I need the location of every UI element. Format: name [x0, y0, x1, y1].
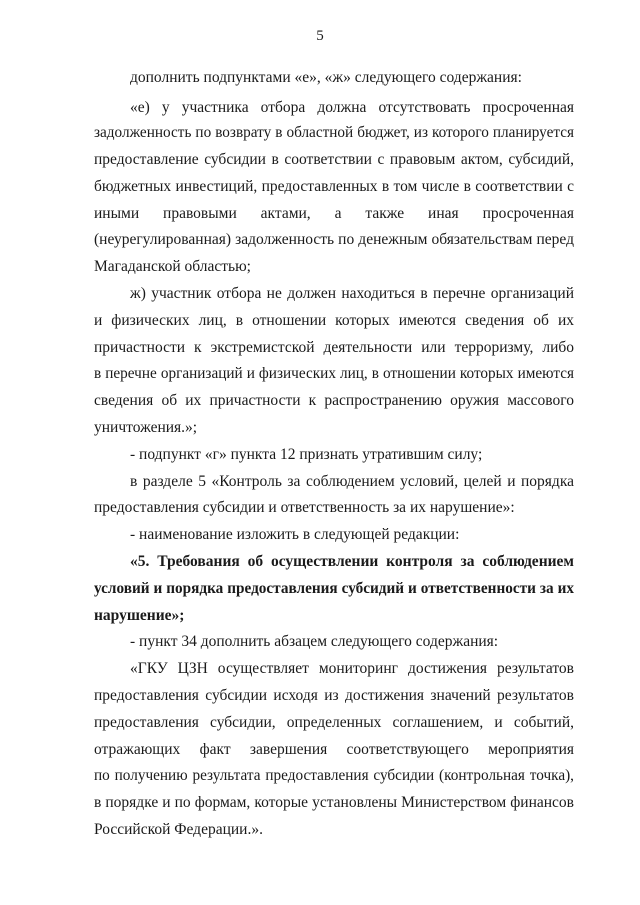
page-number: 5 — [316, 28, 324, 44]
text-line: предоставления субсидии исходя из достижения значений результатов — [94, 687, 574, 704]
text-line: предоставление субсидии в соответствии с правовым актом, субсидий, — [94, 151, 574, 168]
text-line: Магаданской областью; — [94, 258, 251, 275]
text-line: по получению результата предоставления субсидии (контрольная точка), — [94, 767, 574, 784]
section-heading-line: нарушение»; — [94, 607, 185, 624]
text-line: предоставления субсидии и ответственность за их нарушение»: — [94, 499, 515, 516]
text-line: в порядке и по формам, которые установлены Министерством финансов — [94, 794, 574, 811]
text-line: ж) участник отбора не должен находиться в перечне организаций — [130, 285, 574, 302]
text-line: сведения об их причастности к распространению оружия массового — [94, 392, 574, 409]
section-heading-line: «5. Требования об осуществлении контроля за соблюдением — [130, 553, 574, 570]
text-line: и физических лиц, в отношении которых имеются сведения об их — [94, 312, 574, 329]
text-line: бюджетных инвестиций, предоставленных в том числе в соответствии с — [94, 178, 574, 195]
text-line: «е) у участника отбора должна отсутствовать просроченная — [130, 99, 574, 116]
text-line: предоставления субсидии, определенных соглашением, и событий, — [94, 714, 574, 731]
text-line: в разделе 5 «Контроль за соблюдением условий, целей и порядка — [130, 473, 574, 490]
text-line: (неурегулированная) задолженность по денежным обязательствам перед — [94, 231, 574, 248]
text-line: Российской Федерации.». — [94, 821, 263, 838]
text-line: иными правовыми актами, а также иная просроченная — [94, 205, 574, 222]
text-line: - подпункт «г» пункта 12 признать утратившим силу; — [130, 446, 483, 463]
text-line: уничтожения.»; — [94, 419, 198, 436]
text-line: задолженность по возврату в областной бюджет, из которого планируется — [94, 124, 574, 141]
text-line: - пункт 34 дополнить абзацем следующего содержания: — [130, 633, 499, 650]
text-line: «ГКУ ЦЗН осуществляет мониторинг достижения результатов — [130, 660, 574, 677]
text-line: отражающих факт завершения соответствующего мероприятия — [94, 741, 574, 758]
section-heading-line: условий и порядка предоставления субсидий и ответственности за их — [94, 580, 574, 597]
text-line: причастности к экстремистской деятельности или терроризму, либо — [94, 339, 574, 356]
text-line: в перечне организаций и физических лиц, в отношении которых имеются — [94, 365, 574, 382]
text-line: - наименование изложить в следующей редакции: — [130, 526, 460, 543]
text-line: дополнить подпунктами «е», «ж» следующего содержания: — [130, 69, 522, 86]
